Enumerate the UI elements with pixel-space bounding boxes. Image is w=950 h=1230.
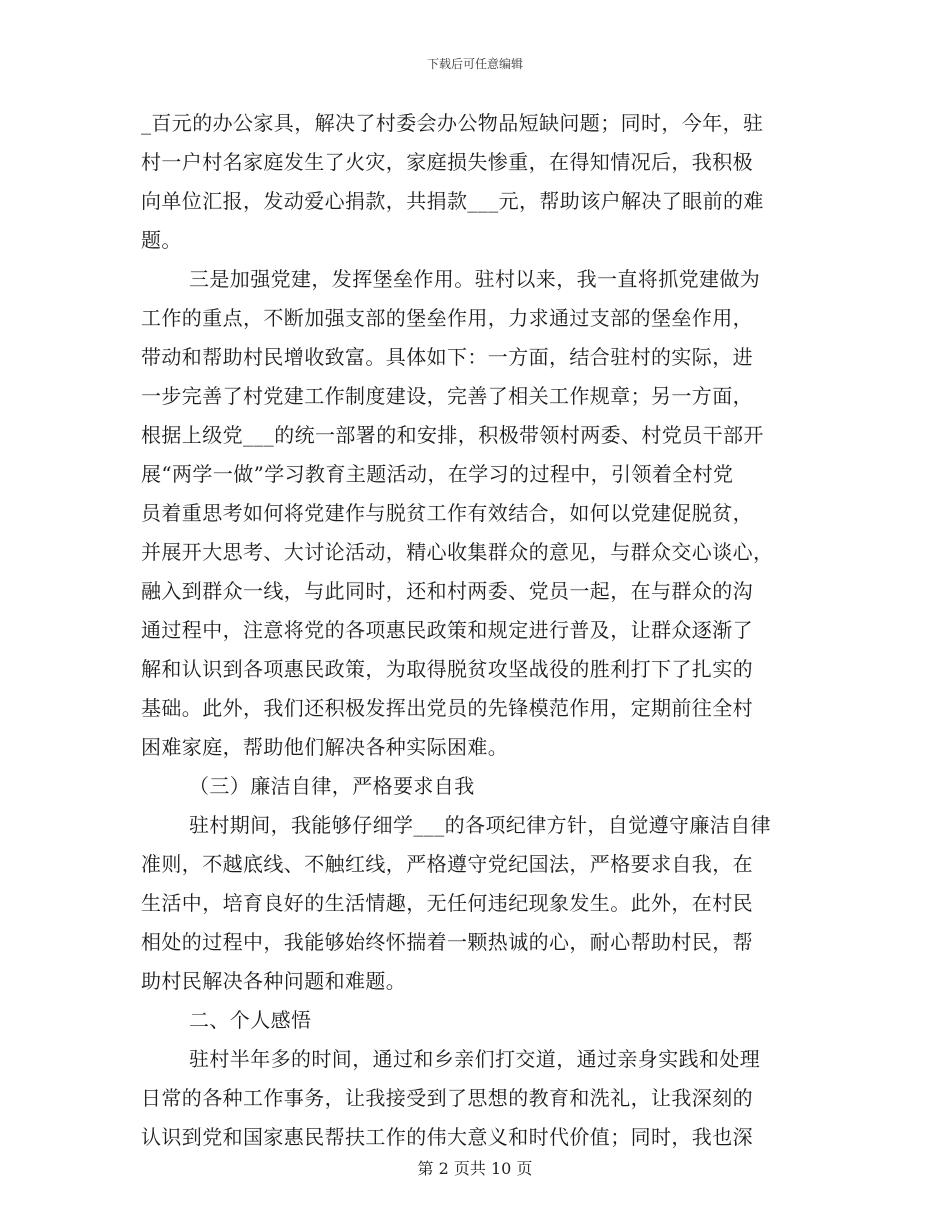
document-body — [141, 104, 813, 1157]
text-line: 工作的重点，不断加强支部的堡垒作用，力求通过支部的堡垒作用， — [141, 306, 753, 330]
text-line: 根据上级党___的统一部署的和安排，积极带领村两委、村党员干部开 — [141, 423, 764, 447]
text-line: 一步完善了村党建工作制度建设，完善了相关工作规章；另一方面， — [141, 384, 753, 408]
page-header: 下载后可任意编辑 — [426, 57, 523, 71]
text-line: 驻村期间，我能够仔细学___的各项纪律方针，自觉遵守廉洁自律 — [189, 813, 771, 837]
text-line: （三）廉洁自律，严格要求自我 — [189, 774, 475, 798]
text-line: 日常的各种工作事务，让我接受到了思想的教育和洗礼，让我深刻的 — [141, 1086, 753, 1110]
text-line: 二、个人感悟 — [189, 1008, 312, 1032]
text-line: 并展开大思考、大讨论活动，精心收集群众的意见，与群众交心谈心， — [141, 540, 774, 564]
text-line: 展“两学一做”学习教育主题活动，在学习的过程中，引领着全村党 — [141, 462, 734, 486]
text-line: 困难家庭，帮助他们解决各种实际困难。 — [141, 735, 509, 759]
text-line: 解和认识到各项惠民政策，为取得脱贫攻坚战役的胜利打下了扎实的 — [141, 657, 753, 681]
text-line: 相处的过程中，我能够始终怀揣着一颗热诚的心，耐心帮助村民，帮 — [141, 930, 753, 954]
text-line: 向单位汇报，发动爱心捐款，共捐款___元，帮助该户解决了眼前的难 — [141, 189, 764, 213]
text-line: 生活中，培育良好的生活情趣，无任何违纪现象发生。此外，在村民 — [141, 891, 753, 915]
page-footer: 第 2 页共 10 页 — [417, 1159, 533, 1178]
text-line: 题。 — [141, 228, 182, 252]
text-line: 通过程中，注意将党的各项惠民政策和规定进行普及，让群众逐渐了 — [141, 618, 753, 642]
text-line: 驻村半年多的时间，通过和乡亲们打交道，通过亲身实践和处理 — [189, 1047, 761, 1071]
text-line: 村一户村名家庭发生了火灾，家庭损失惨重，在得知情况后，我积极 — [141, 150, 753, 174]
text-line: 带动和帮助村民增收致富。具体如下：一方面，结合驻村的实际，进 — [141, 345, 753, 369]
text-line: 员着重思考如何将党建作与脱贫工作有效结合，如何以党建促脱贫， — [141, 501, 753, 525]
text-line: 准则，不越底线、不触红线，严格遵守党纪国法，严格要求自我，在 — [141, 852, 753, 876]
text-line: 基础。此外，我们还积极发挥出党员的先锋模范作用，定期前往全村 — [141, 696, 753, 720]
text-line: 认识到党和国家惠民帮扶工作的伟大意义和时代价值；同时，我也深 — [141, 1125, 753, 1149]
text-line: 助村民解决各种问题和难题。 — [141, 969, 407, 993]
text-line: _百元的办公家具，解决了村委会办公物品短缺问题；同时，今年，驻 — [141, 111, 764, 135]
text-line: 融入到群众一线，与此同时，还和村两委、党员一起，在与群众的沟 — [141, 579, 753, 603]
text-line: 三是加强党建，发挥堡垒作用。驻村以来，我一直将抓党建做为 — [189, 267, 761, 291]
